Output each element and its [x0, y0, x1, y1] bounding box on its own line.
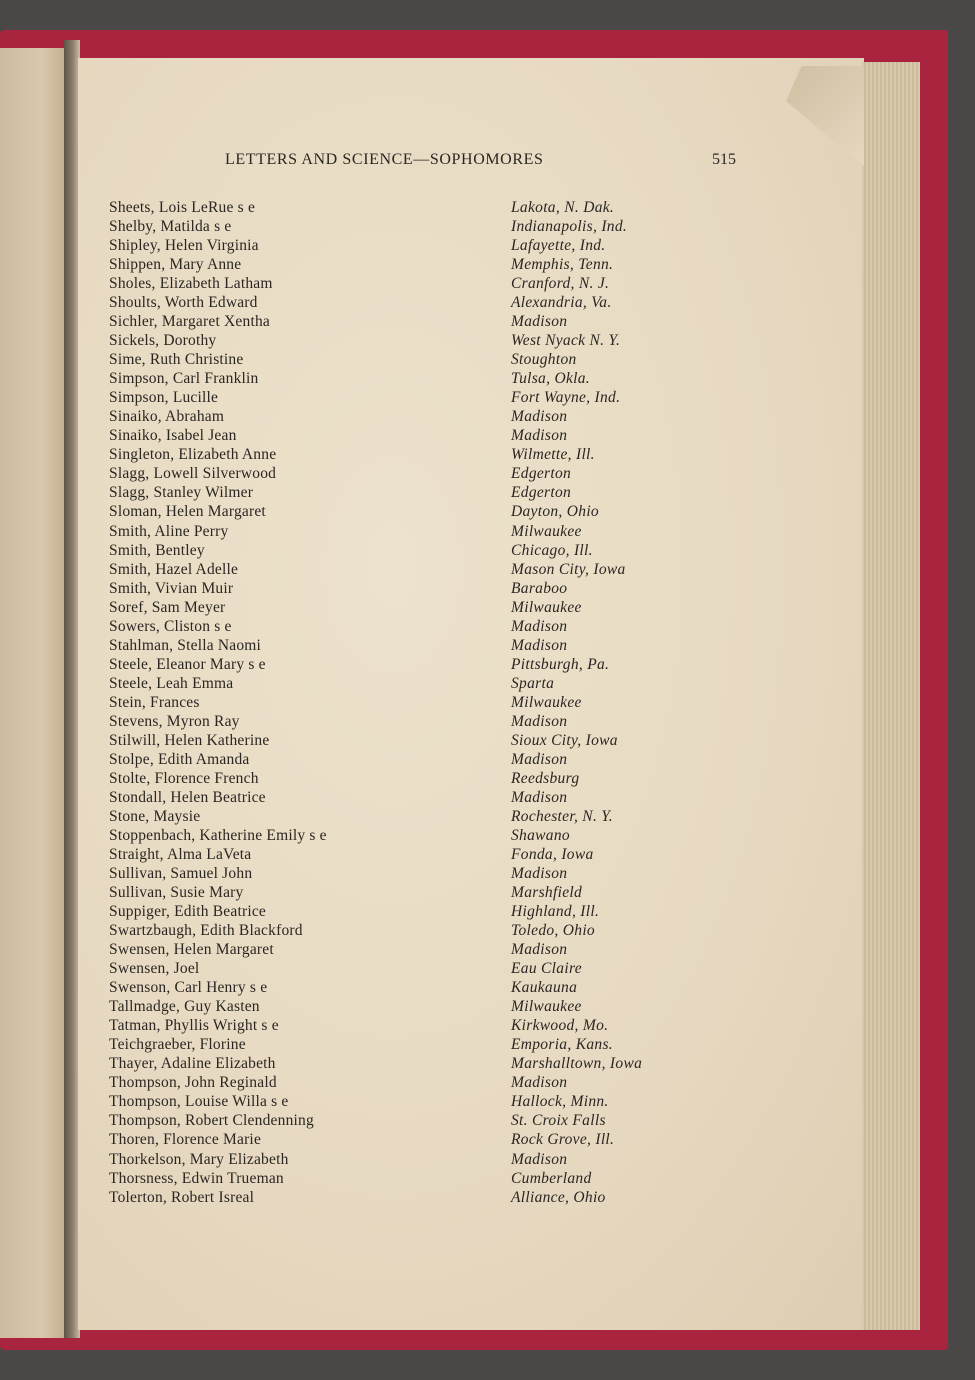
list-item	[0, 370, 975, 389]
student-name: Smith, Aline Perry	[109, 523, 229, 540]
list-item	[0, 998, 975, 1017]
hometown: Emporia, Kans.	[511, 1036, 613, 1053]
list-item	[0, 256, 975, 275]
student-name: Tallmadge, Guy Kasten	[109, 998, 260, 1015]
list-item	[0, 294, 975, 313]
student-name: Shelby, Matilda s e	[109, 218, 232, 235]
list-item	[0, 770, 975, 789]
list-item	[0, 827, 975, 846]
hometown: Reedsburg	[511, 770, 580, 787]
list-item	[0, 332, 975, 351]
student-name: Sheets, Lois LeRue s e	[109, 199, 256, 216]
hometown: West Nyack N. Y.	[511, 332, 621, 349]
hometown: Rock Grove, Ill.	[511, 1131, 615, 1148]
list-item	[0, 1189, 975, 1208]
student-name: Thorsness, Edwin Trueman	[109, 1170, 284, 1187]
student-name: Stein, Frances	[109, 694, 200, 711]
list-item	[0, 313, 975, 332]
running-head: LETTERS AND SCIENCE—SOPHOMORES	[225, 151, 544, 168]
hometown: Eau Claire	[511, 960, 582, 977]
hometown: Alliance, Ohio	[511, 1189, 606, 1206]
hometown: Stoughton	[511, 351, 577, 368]
hometown: Chicago, Ill.	[511, 542, 593, 559]
student-name: Sloman, Helen Margaret	[109, 503, 266, 520]
list-item	[0, 656, 975, 675]
student-name: Stolpe, Edith Amanda	[109, 751, 250, 768]
student-name: Sichler, Margaret Xentha	[109, 313, 270, 330]
list-item	[0, 275, 975, 294]
student-name: Steele, Eleanor Mary s e	[109, 656, 266, 673]
student-name: Suppiger, Edith Beatrice	[109, 903, 266, 920]
hometown: Pittsburgh, Pa.	[511, 656, 610, 673]
hometown: Kirkwood, Mo.	[511, 1017, 609, 1034]
list-item	[0, 427, 975, 446]
student-name: Thompson, Louise Willa s e	[109, 1093, 289, 1110]
list-item	[0, 637, 975, 656]
hometown: Lakota, N. Dak.	[511, 199, 615, 216]
student-name: Stilwill, Helen Katherine	[109, 732, 270, 749]
student-name: Shipley, Helen Virginia	[109, 237, 259, 254]
student-name: Thompson, John Reginald	[109, 1074, 277, 1091]
list-item	[0, 675, 975, 694]
student-name: Sinaiko, Isabel Jean	[109, 427, 237, 444]
hometown: Sioux City, Iowa	[511, 732, 618, 749]
student-name: Steele, Leah Emma	[109, 675, 234, 692]
hometown: Madison	[511, 637, 568, 654]
list-item	[0, 789, 975, 808]
hometown: Madison	[511, 789, 568, 806]
list-item	[0, 599, 975, 618]
student-name: Sinaiko, Abraham	[109, 408, 225, 425]
hometown: Wilmette, Ill.	[511, 446, 595, 463]
hometown: Marshalltown, Iowa	[511, 1055, 643, 1072]
hometown: Milwaukee	[511, 523, 582, 540]
hometown: Madison	[511, 408, 568, 425]
hometown: Milwaukee	[511, 599, 582, 616]
hometown: Mason City, Iowa	[511, 561, 626, 578]
list-item	[0, 1112, 975, 1131]
list-item	[0, 523, 975, 542]
student-name: Sime, Ruth Christine	[109, 351, 244, 368]
student-name: Swensen, Helen Margaret	[109, 941, 274, 958]
student-name: Smith, Bentley	[109, 542, 205, 559]
hometown: Milwaukee	[511, 694, 582, 711]
hometown: Sparta	[511, 675, 555, 692]
list-item	[0, 1170, 975, 1189]
hometown: Fonda, Iowa	[511, 846, 594, 863]
hometown: St. Croix Falls	[511, 1112, 606, 1129]
list-item	[0, 751, 975, 770]
student-name: Teichgraeber, Florine	[109, 1036, 246, 1053]
student-name: Stevens, Myron Ray	[109, 713, 240, 730]
hometown: Madison	[511, 751, 568, 768]
list-item	[0, 580, 975, 599]
student-name: Stone, Maysie	[109, 808, 201, 825]
list-item	[0, 237, 975, 256]
list-item	[0, 1055, 975, 1074]
list-item	[0, 884, 975, 903]
hometown: Memphis, Tenn.	[511, 256, 614, 273]
list-item	[0, 846, 975, 865]
hometown: Cumberland	[511, 1170, 592, 1187]
list-item	[0, 446, 975, 465]
student-name: Stolte, Florence French	[109, 770, 259, 787]
student-name: Swartzbaugh, Edith Blackford	[109, 922, 303, 939]
list-item	[0, 865, 975, 884]
student-name: Singleton, Elizabeth Anne	[109, 446, 277, 463]
student-name: Soref, Sam Meyer	[109, 599, 226, 616]
student-name: Thompson, Robert Clendenning	[109, 1112, 314, 1129]
student-name: Slagg, Stanley Wilmer	[109, 484, 254, 501]
student-name: Swenson, Carl Henry s e	[109, 979, 268, 996]
hometown: Tulsa, Okla.	[511, 370, 590, 387]
hometown: Madison	[511, 1151, 568, 1168]
hometown: Madison	[511, 941, 568, 958]
page-number: 515	[712, 151, 736, 168]
list-item	[0, 1093, 975, 1112]
student-name: Stondall, Helen Beatrice	[109, 789, 266, 806]
hometown: Edgerton	[511, 484, 572, 501]
list-item	[0, 903, 975, 922]
hometown: Indianapolis, Ind.	[511, 218, 628, 235]
student-name: Sullivan, Samuel John	[109, 865, 253, 882]
list-item	[0, 1131, 975, 1150]
list-item	[0, 732, 975, 751]
hometown: Kaukauna	[511, 979, 578, 996]
student-name: Sickels, Dorothy	[109, 332, 217, 349]
student-name: Swensen, Joel	[109, 960, 200, 977]
hometown: Highland, Ill.	[511, 903, 600, 920]
student-name: Sowers, Cliston s e	[109, 618, 232, 635]
student-name: Straight, Alma LaVeta	[109, 846, 252, 863]
list-item	[0, 922, 975, 941]
student-name: Tolerton, Robert Isreal	[109, 1189, 255, 1206]
hometown: Milwaukee	[511, 998, 582, 1015]
student-name: Smith, Hazel Adelle	[109, 561, 239, 578]
list-item	[0, 218, 975, 237]
list-item	[0, 465, 975, 484]
list-item	[0, 1017, 975, 1036]
student-name: Thoren, Florence Marie	[109, 1131, 262, 1148]
page-header	[0, 151, 975, 173]
hometown: Madison	[511, 427, 568, 444]
list-item	[0, 408, 975, 427]
hometown: Edgerton	[511, 465, 572, 482]
list-item	[0, 1036, 975, 1055]
list-item	[0, 1151, 975, 1170]
hometown: Madison	[511, 1074, 568, 1091]
hometown: Dayton, Ohio	[511, 503, 599, 520]
list-item	[0, 808, 975, 827]
hometown: Lafayette, Ind.	[511, 237, 606, 254]
student-name: Simpson, Lucille	[109, 389, 219, 406]
hometown: Madison	[511, 865, 568, 882]
student-name: Tatman, Phyllis Wright s e	[109, 1017, 279, 1034]
hometown: Toledo, Ohio	[511, 922, 595, 939]
student-name: Smith, Vivian Muir	[109, 580, 234, 597]
student-name: Thorkelson, Mary Elizabeth	[109, 1151, 289, 1168]
list-item	[0, 1074, 975, 1093]
list-item	[0, 484, 975, 503]
list-item	[0, 351, 975, 370]
list-item	[0, 960, 975, 979]
hometown: Marshfield	[511, 884, 583, 901]
student-name: Sullivan, Susie Mary	[109, 884, 244, 901]
hometown: Baraboo	[511, 580, 568, 597]
list-item	[0, 941, 975, 960]
student-name: Simpson, Carl Franklin	[109, 370, 259, 387]
student-name: Stahlman, Stella Naomi	[109, 637, 262, 654]
list-item	[0, 542, 975, 561]
list-item	[0, 199, 975, 218]
list-item	[0, 713, 975, 732]
list-item	[0, 979, 975, 998]
hometown: Cranford, N. J.	[511, 275, 610, 292]
hometown: Madison	[511, 313, 568, 330]
hometown: Alexandria, Va.	[511, 294, 612, 311]
student-name: Shippen, Mary Anne	[109, 256, 242, 273]
list-item	[0, 503, 975, 522]
hometown: Fort Wayne, Ind.	[511, 389, 621, 406]
student-name: Stoppenbach, Katherine Emily s e	[109, 827, 327, 844]
list-item	[0, 694, 975, 713]
student-name: Shoults, Worth Edward	[109, 294, 258, 311]
student-name: Sholes, Elizabeth Latham	[109, 275, 273, 292]
list-item	[0, 618, 975, 637]
hometown: Hallock, Minn.	[511, 1093, 609, 1110]
list-item	[0, 561, 975, 580]
hometown: Shawano	[511, 827, 570, 844]
list-item	[0, 389, 975, 408]
hometown: Madison	[511, 713, 568, 730]
student-name: Thayer, Adaline Elizabeth	[109, 1055, 276, 1072]
student-name: Slagg, Lowell Silverwood	[109, 465, 277, 482]
hometown: Rochester, N. Y.	[511, 808, 613, 825]
hometown: Madison	[511, 618, 568, 635]
